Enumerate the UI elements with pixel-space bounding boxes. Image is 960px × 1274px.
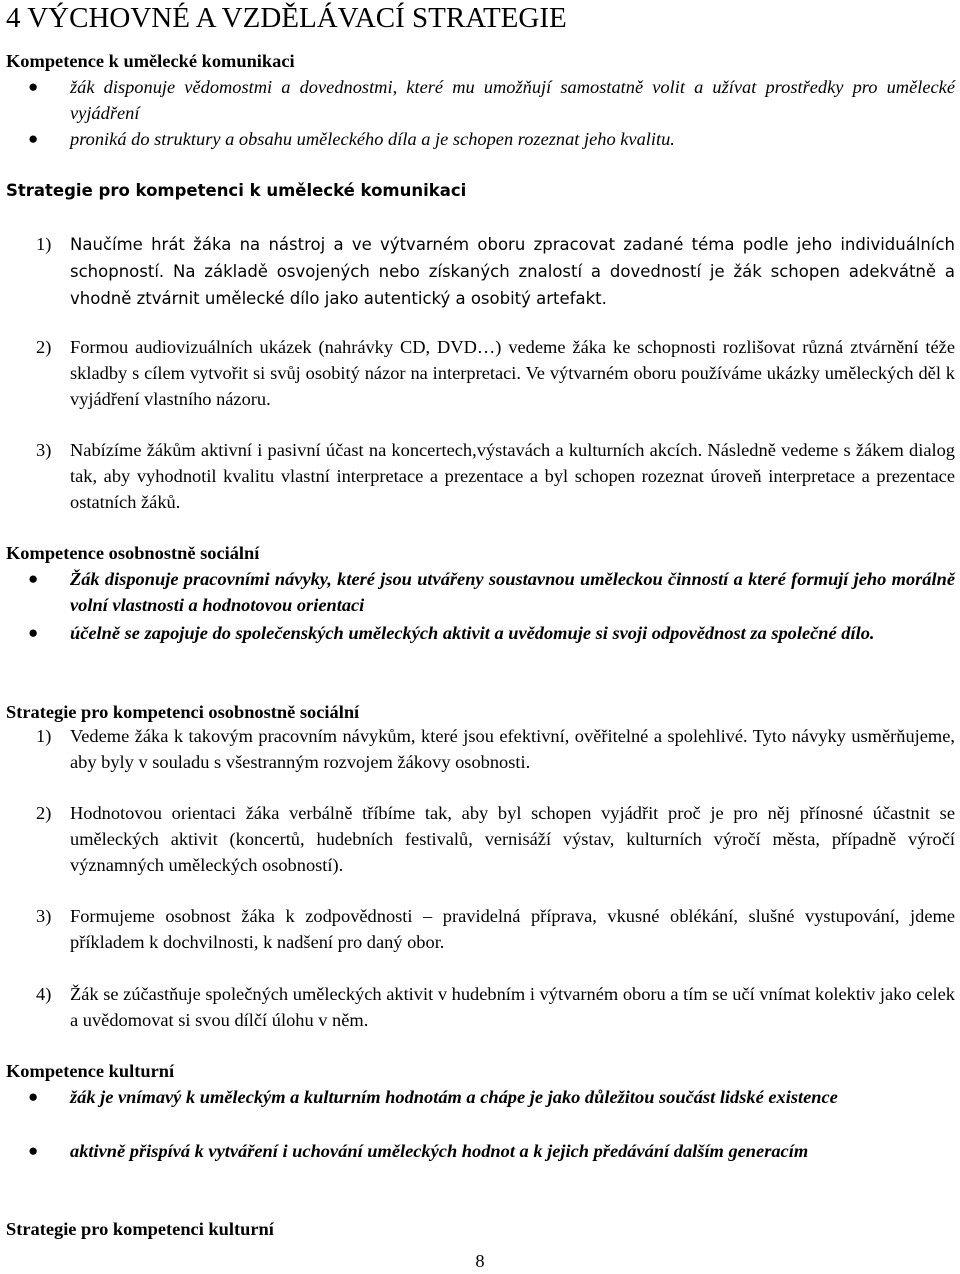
section-title-osobnostne-strategie: Strategie pro kompetenci osobnostně sociální xyxy=(6,702,360,722)
bullet-icon: ● xyxy=(28,1087,39,1106)
numbered-item: 3) Formujeme osobnost žáka k zodpovědnosti – pravidelná příprava, vkusné oblékání, slušné vystupování, jdeme příkladem k dochvilnosti, k nadšení pro daný obor. xyxy=(36,906,955,952)
numbered-item: 2) Hodnotovou orientaci žáka verbálně tříbíme tak, aby byl schopen vyjádřit proč je pro něj přínosné účastnit se uměleckých aktivit (koncertů, hudebních festivalů, vernisáží výstav, kulturních výročí města, případně výročí významných uměleckých osobností). xyxy=(36,803,955,875)
bullet-item: ● účelně se zapojuje do společenských uměleckých aktivit a uvědomuje si svoji odpovědnost za společné dílo. xyxy=(70,620,955,646)
numbered-item: 3) Nabízíme žákům aktivní i pasivní účast na koncertech,výstavách a kulturních akcích. Následně vedeme s žákem dialog tak, aby vyhodnotil kvalitu vlastní interpretace a prezentace a byl schopen rozeznat úroveň interpretace a prezentace ostatních žáků. xyxy=(36,440,955,512)
numbered-item: 4) Žák se zúčastňuje společných uměleckých aktivit v hudebním i výtvarném oboru a tím se učí vnímat kolektiv jako celek a uvědomovat si svou dílčí úlohu v něm. xyxy=(36,984,955,1030)
numbered-item: 2) Formou audiovizuálních ukázek (nahrávky CD, DVD…) vedeme žáka ke schopnosti rozlišovat různá ztvárnění téže skladby s cílem vytvořit si svůj osobitý názor na interpretaci. Ve výtvarném oboru používáme ukázky uměleckých děl k vyjádření vlastního názoru. xyxy=(36,337,956,409)
section-title-osobnostne: Kompetence osobnostně sociální xyxy=(6,543,260,563)
bullet-icon: ● xyxy=(28,569,39,588)
section-title-komunikace-strategie: Strategie pro kompetenci k umělecké komunikaci xyxy=(6,181,467,200)
bullet-icon: ● xyxy=(28,623,39,642)
bullet-icon: ● xyxy=(28,129,39,148)
bullet-item: ● žák disponuje vědomostmi a dovednostmi, které mu umožňují samostatně volit a užívat prostředky pro umělecké vyjádření xyxy=(70,74,955,126)
section-title-kulturni: Kompetence kulturní xyxy=(6,1061,175,1081)
page-number: 8 xyxy=(475,1251,485,1271)
bullet-icon: ● xyxy=(28,1141,39,1160)
numbered-item: 1) Vedeme žáka k takovým pracovním návykům, které jsou efektivní, ověřitelné a spolehlivé. Tyto návyky usměrňujeme, aby byly v souladu s všestranným rozvojem žákovy osobnosti. xyxy=(36,726,955,772)
bullet-item: ● aktivně přispívá k vytváření i uchování uměleckých hodnot a k jejich předávání dalším generacím xyxy=(70,1138,955,1164)
bullet-icon: ● xyxy=(28,77,39,96)
bullet-item: ● Žák disponuje pracovními návyky, které jsou utvářeny soustavnou uměleckou činností a které formují jeho morálně volní vlastnosti a hodnotovou orientaci xyxy=(70,566,955,618)
chapter-heading: 4 VÝCHOVNÉ A VZDĚLÁVACÍ STRATEGIE xyxy=(6,2,567,34)
section-title-kulturni-strategie: Strategie pro kompetenci kulturní xyxy=(6,1219,274,1239)
numbered-item: 1) Naučíme hrát žáka na nástroj a ve výtvarném oboru zpracovat zadané téma podle jeho individuálních schopností. Na základě osvojených nebo získaných znalostí a dovedností je žák schopen adekvátně a vhodně ztvárnit umělecké dílo jako autentický a osobitý artefakt. xyxy=(36,234,955,308)
bullet-item: ● proniká do struktury a obsahu uměleckého díla a je schopen rozeznat jeho kvalitu. xyxy=(70,126,955,152)
bullet-item: ● žák je vnímavý k uměleckým a kulturním hodnotám a chápe je jako důležitou součást lidské existence xyxy=(70,1084,955,1110)
section-title-komunikace: Kompetence k umělecké komunikaci xyxy=(6,51,295,71)
